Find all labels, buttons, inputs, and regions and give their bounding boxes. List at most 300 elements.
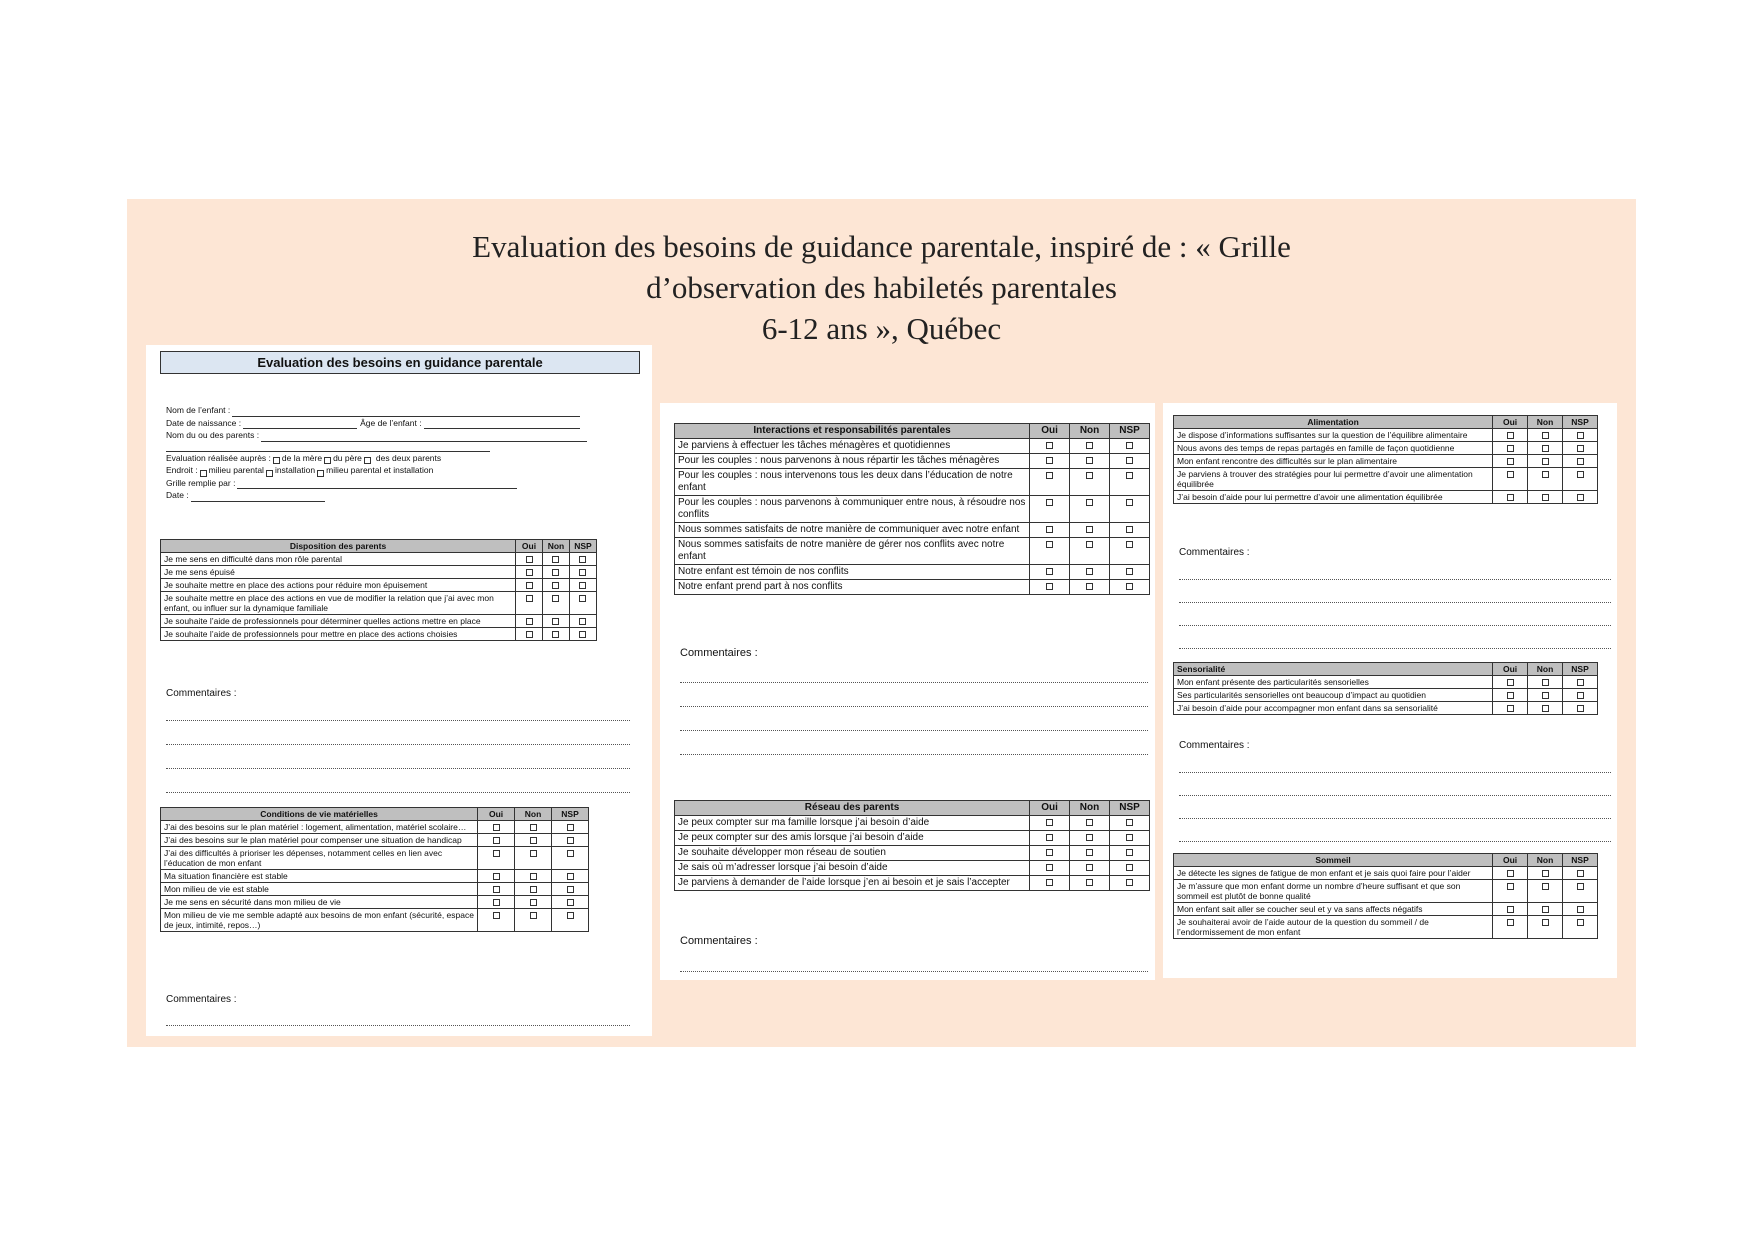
col-nsp: NSP	[1110, 424, 1150, 439]
title-line-2: d’observation des habiletés parentales	[646, 270, 1117, 305]
checkbox-oui[interactable]	[1507, 494, 1514, 501]
cell-oui	[1030, 523, 1070, 538]
checkbox-nsp[interactable]	[1577, 705, 1584, 712]
cell-nsp	[1563, 702, 1598, 715]
cell-non	[543, 592, 570, 615]
checkbox-non[interactable]	[1086, 568, 1093, 575]
checkbox-oui[interactable]	[1507, 870, 1514, 877]
comment-line[interactable]	[166, 720, 630, 721]
comment-line[interactable]	[166, 792, 630, 793]
cell-nsp	[1110, 580, 1150, 595]
checkbox-non[interactable]	[1542, 883, 1549, 890]
row-label: Je parviens à effectuer les tâches ménagères et quotidiennes	[675, 439, 1030, 454]
checkbox-oui[interactable]	[526, 595, 533, 602]
checkbox-oui[interactable]	[1046, 864, 1053, 871]
cell-oui	[516, 553, 543, 566]
checkbox-nsp[interactable]	[1126, 819, 1133, 826]
checkbox-nsp[interactable]	[579, 582, 586, 589]
checkbox-nsp[interactable]	[567, 837, 574, 844]
checkbox-non[interactable]	[1542, 919, 1549, 926]
table-row	[675, 831, 1150, 846]
table-row	[675, 861, 1150, 876]
birthdate-label: Date de naissance :	[166, 417, 242, 428]
cell-oui	[1030, 454, 1070, 469]
table-row	[161, 628, 597, 641]
checkbox-non[interactable]	[530, 912, 537, 919]
checkbox-nsp[interactable]	[1126, 499, 1133, 506]
checkbox-both-places[interactable]	[317, 470, 324, 477]
checkbox-oui[interactable]	[526, 582, 533, 589]
comments-label: Commentaires :	[680, 647, 758, 659]
cell-non	[1070, 816, 1110, 831]
comment-line[interactable]	[680, 971, 1148, 972]
row-label: Je souhaite l’aide de professionnels pour mettre en place des actions choisies	[161, 628, 516, 641]
table-row	[1174, 702, 1598, 715]
row-label: Pour les couples : nous intervenons tous les deux dans l’éducation de notre enfant	[675, 469, 1030, 496]
checkbox-oui[interactable]	[493, 850, 500, 857]
row-label: Je souhaite l’aide de professionnels pour déterminer quelles actions mettre en place	[161, 615, 516, 628]
cell-oui	[478, 821, 515, 834]
table-row	[675, 496, 1150, 523]
cell-oui	[478, 896, 515, 909]
cell-oui	[1030, 439, 1070, 454]
checkbox-non[interactable]	[552, 582, 559, 589]
col-oui: Oui	[478, 808, 515, 821]
row-label: Mon milieu de vie est stable	[161, 883, 478, 896]
comment-line[interactable]	[1179, 795, 1611, 796]
cell-nsp	[1110, 454, 1150, 469]
checkbox-oui[interactable]	[493, 912, 500, 919]
checkbox-non[interactable]	[1086, 442, 1093, 449]
checkbox-non[interactable]	[1086, 834, 1093, 841]
checkbox-nsp[interactable]	[567, 886, 574, 893]
cell-oui	[1030, 831, 1070, 846]
table-title: Disposition des parents	[161, 540, 516, 553]
checkbox-nsp[interactable]	[567, 899, 574, 906]
col-oui: Oui	[1493, 854, 1528, 867]
table-reseau	[674, 800, 1150, 891]
cell-oui	[1030, 496, 1070, 523]
checkbox-oui[interactable]	[1046, 583, 1053, 590]
cell-nsp	[1563, 689, 1598, 702]
checkbox-oui[interactable]	[1046, 457, 1053, 464]
checkbox-nsp[interactable]	[1126, 541, 1133, 548]
parents-name-field[interactable]	[261, 432, 587, 442]
comment-line[interactable]	[1179, 602, 1611, 603]
checkbox-non[interactable]	[1086, 583, 1093, 590]
checkbox-nsp[interactable]	[579, 618, 586, 625]
checkbox-oui[interactable]	[526, 556, 533, 563]
checkbox-nsp[interactable]	[1126, 583, 1133, 590]
table-row	[161, 870, 589, 883]
cell-non	[543, 553, 570, 566]
cell-oui	[478, 847, 515, 870]
checkbox-nsp[interactable]	[1126, 442, 1133, 449]
cell-oui	[1493, 903, 1528, 916]
checkbox-non[interactable]	[1542, 494, 1549, 501]
comments-label: Commentaires :	[166, 994, 237, 1005]
checkbox-nsp[interactable]	[1577, 471, 1584, 478]
table-row	[1174, 455, 1598, 468]
date-field[interactable]	[191, 492, 325, 502]
cell-nsp	[1110, 846, 1150, 861]
cell-oui	[1030, 876, 1070, 891]
cell-nsp	[1110, 565, 1150, 580]
checkbox-oui[interactable]	[1507, 883, 1514, 890]
table-row	[161, 592, 597, 615]
comment-line[interactable]	[166, 1025, 630, 1026]
comment-line[interactable]	[680, 706, 1148, 707]
comment-line[interactable]	[680, 682, 1148, 683]
cell-nsp	[552, 896, 589, 909]
table-title: Sommeil	[1174, 854, 1493, 867]
col-nsp: NSP	[1563, 663, 1598, 676]
evaluation-label: Evaluation réalisée auprès :	[166, 452, 271, 463]
checkbox-nsp[interactable]	[1577, 919, 1584, 926]
row-label: Je détecte les signes de fatigue de mon enfant et je sais quoi faire pour l’aider	[1174, 867, 1493, 880]
col-non: Non	[515, 808, 552, 821]
checkbox-nsp[interactable]	[1577, 432, 1584, 439]
comment-line[interactable]	[1179, 648, 1611, 649]
cell-nsp	[1110, 523, 1150, 538]
checkbox-oui[interactable]	[1507, 445, 1514, 452]
checkbox-non[interactable]	[1542, 445, 1549, 452]
checkbox-non[interactable]	[552, 556, 559, 563]
table-title: Sensorialité	[1174, 663, 1493, 676]
col-nsp: NSP	[1563, 416, 1598, 429]
checkbox-parental-home[interactable]	[200, 470, 207, 477]
comment-line[interactable]	[1179, 841, 1611, 842]
checkbox-father[interactable]	[324, 457, 331, 464]
col-non: Non	[1528, 416, 1563, 429]
checkbox-nsp[interactable]	[1126, 834, 1133, 841]
table-row	[675, 469, 1150, 496]
cell-oui	[1030, 846, 1070, 861]
checkbox-non[interactable]	[1086, 526, 1093, 533]
checkbox-oui[interactable]	[1046, 834, 1053, 841]
cell-nsp	[1110, 469, 1150, 496]
cell-oui	[1493, 468, 1528, 491]
checkbox-nsp[interactable]	[1126, 568, 1133, 575]
col-non: Non	[1070, 424, 1110, 439]
checkbox-oui[interactable]	[1507, 919, 1514, 926]
form-page-2	[660, 403, 1155, 980]
checkbox-nsp[interactable]	[579, 631, 586, 638]
checkbox-nsp[interactable]	[1577, 445, 1584, 452]
row-label: Ma situation financière est stable	[161, 870, 478, 883]
comment-line[interactable]	[1179, 579, 1611, 580]
checkbox-oui[interactable]	[1507, 692, 1514, 699]
col-oui: Oui	[1030, 424, 1070, 439]
checkbox-nsp[interactable]	[567, 873, 574, 880]
col-non: Non	[543, 540, 570, 553]
table-row	[1174, 442, 1598, 455]
child-name-field[interactable]	[232, 407, 580, 417]
checkbox-non[interactable]	[1086, 849, 1093, 856]
cell-non	[1070, 439, 1110, 454]
checkbox-oui[interactable]	[1046, 526, 1053, 533]
checkbox-nsp[interactable]	[567, 850, 574, 857]
checkbox-oui[interactable]	[1046, 849, 1053, 856]
cell-oui	[1493, 702, 1528, 715]
checkbox-nsp[interactable]	[1577, 692, 1584, 699]
checkbox-oui[interactable]	[526, 631, 533, 638]
date-label: Date :	[166, 490, 189, 500]
checkbox-non[interactable]	[552, 569, 559, 576]
checkbox-non[interactable]	[1542, 458, 1549, 465]
cell-oui	[1493, 455, 1528, 468]
table-row	[161, 566, 597, 579]
cell-oui	[1030, 538, 1070, 565]
checkbox-oui[interactable]	[1507, 906, 1514, 913]
child-age-label: Âge de l’enfant :	[360, 417, 422, 428]
checkbox-oui[interactable]	[1046, 819, 1053, 826]
col-oui: Oui	[516, 540, 543, 553]
place-label: Endroit :	[166, 465, 198, 475]
comment-line[interactable]	[680, 754, 1148, 755]
option-both-parents: des deux parents	[375, 452, 442, 463]
checkbox-oui[interactable]	[493, 873, 500, 880]
filled-by-field[interactable]	[237, 479, 517, 489]
table-row	[1174, 916, 1598, 939]
comment-line[interactable]	[1179, 772, 1611, 773]
checkbox-oui[interactable]	[1507, 705, 1514, 712]
checkbox-nsp[interactable]	[1577, 458, 1584, 465]
child-age-field[interactable]	[424, 419, 580, 429]
checkbox-oui[interactable]	[1046, 879, 1053, 886]
checkbox-nsp[interactable]	[1126, 879, 1133, 886]
checkbox-nsp[interactable]	[1577, 883, 1584, 890]
cell-oui	[1493, 867, 1528, 880]
cell-nsp	[552, 909, 589, 932]
row-label: Je sais où m’adresser lorsque j’ai besoin d’aide	[675, 861, 1030, 876]
checkbox-non[interactable]	[1542, 705, 1549, 712]
table-row	[1174, 689, 1598, 702]
cell-non	[1528, 903, 1563, 916]
col-nsp: NSP	[569, 540, 596, 553]
row-label: Je souhaite développer mon réseau de soutien	[675, 846, 1030, 861]
birthdate-field[interactable]	[243, 419, 357, 429]
col-nsp: NSP	[552, 808, 589, 821]
checkbox-non[interactable]	[1086, 457, 1093, 464]
cell-non	[543, 579, 570, 592]
table-row	[161, 553, 597, 566]
checkbox-oui[interactable]	[1507, 432, 1514, 439]
checkbox-non[interactable]	[1542, 432, 1549, 439]
cell-oui	[1493, 880, 1528, 903]
row-label: Pour les couples : nous parvenons à nous répartir les tâches ménagères	[675, 454, 1030, 469]
parents-name-field-2[interactable]	[166, 442, 490, 452]
cell-non	[1070, 469, 1110, 496]
option-mother: de la mère	[281, 452, 323, 463]
checkbox-non[interactable]	[530, 899, 537, 906]
checkbox-oui[interactable]	[493, 886, 500, 893]
cell-nsp	[1110, 861, 1150, 876]
cell-nsp	[1563, 442, 1598, 455]
cell-non	[515, 896, 552, 909]
table-row	[675, 580, 1150, 595]
cell-nsp	[1563, 455, 1598, 468]
checkbox-non[interactable]	[552, 631, 559, 638]
checkbox-non[interactable]	[552, 595, 559, 602]
checkbox-nsp[interactable]	[579, 595, 586, 602]
row-label: Je m’assure que mon enfant dorme un nombre d’heure suffisant et que son sommeil est plutôt de bonne qualité	[1174, 880, 1493, 903]
checkbox-non[interactable]	[552, 618, 559, 625]
checkbox-nsp[interactable]	[1577, 870, 1584, 877]
checkbox-oui[interactable]	[1046, 541, 1053, 548]
checkbox-nsp[interactable]	[579, 556, 586, 563]
checkbox-nsp[interactable]	[567, 824, 574, 831]
cell-non	[1070, 580, 1110, 595]
row-label: Pour les couples : nous parvenons à communiquer entre nous, à résoudre nos conflits	[675, 496, 1030, 523]
table-row	[161, 615, 597, 628]
cell-nsp	[1110, 831, 1150, 846]
cell-non	[1070, 565, 1110, 580]
cell-nsp	[569, 579, 596, 592]
cell-nsp	[1563, 903, 1598, 916]
form-page-3	[1163, 403, 1617, 978]
checkbox-nsp[interactable]	[1126, 849, 1133, 856]
cell-non	[515, 870, 552, 883]
comments-label: Commentaires :	[680, 935, 758, 947]
checkbox-nsp[interactable]	[1577, 679, 1584, 686]
checkbox-installation[interactable]	[266, 470, 273, 477]
checkbox-non[interactable]	[530, 837, 537, 844]
checkbox-nsp[interactable]	[1126, 526, 1133, 533]
row-label: J’ai besoin d’aide pour accompagner mon enfant dans sa sensorialité	[1174, 702, 1493, 715]
row-label: J’ai des difficultés à prioriser les dépenses, notamment celles en lien avec l’éducation de mon enfant	[161, 847, 478, 870]
cell-non	[543, 628, 570, 641]
checkbox-non[interactable]	[530, 850, 537, 857]
checkbox-non[interactable]	[530, 873, 537, 880]
row-label: Je souhaiterai avoir de l’aide autour de la question du sommeil / de l’endormissement de mon enfant	[1174, 916, 1493, 939]
checkbox-both-parents[interactable]	[364, 457, 371, 464]
checkbox-non[interactable]	[1542, 692, 1549, 699]
cell-non	[1070, 846, 1110, 861]
col-oui: Oui	[1030, 801, 1070, 816]
table-row	[675, 816, 1150, 831]
table-row	[675, 454, 1150, 469]
row-label: Je parviens à trouver des stratégies pour lui permettre d’avoir une alimentation équilibrée	[1174, 468, 1493, 491]
cell-oui	[516, 592, 543, 615]
form-title: Evaluation des besoins en guidance parentale	[160, 351, 640, 374]
cell-non	[515, 909, 552, 932]
comment-line[interactable]	[1179, 625, 1611, 626]
checkbox-oui[interactable]	[526, 569, 533, 576]
checkbox-non[interactable]	[1086, 541, 1093, 548]
checkbox-non[interactable]	[1086, 819, 1093, 826]
checkbox-nsp[interactable]	[1577, 494, 1584, 501]
col-oui: Oui	[1493, 663, 1528, 676]
cell-non	[1528, 455, 1563, 468]
cell-nsp	[552, 870, 589, 883]
checkbox-nsp[interactable]	[579, 569, 586, 576]
checkbox-nsp[interactable]	[1126, 864, 1133, 871]
table-interactions	[674, 423, 1150, 595]
checkbox-non[interactable]	[1542, 906, 1549, 913]
cell-non	[515, 847, 552, 870]
table-row	[675, 538, 1150, 565]
checkbox-non[interactable]	[1086, 499, 1093, 506]
table-row	[675, 439, 1150, 454]
table-row	[161, 909, 589, 932]
cell-non	[1528, 491, 1563, 504]
cell-oui	[478, 883, 515, 896]
table-sensorialite	[1173, 662, 1598, 715]
checkbox-non[interactable]	[1086, 879, 1093, 886]
cell-non	[1070, 523, 1110, 538]
title-line-3: 6-12 ans », Québec	[761, 311, 1002, 346]
page-title	[127, 226, 1636, 349]
option-parental-home: milieu parental	[208, 465, 264, 475]
checkbox-oui[interactable]	[493, 824, 500, 831]
checkbox-oui[interactable]	[1046, 499, 1053, 506]
checkbox-non[interactable]	[530, 886, 537, 893]
comment-line[interactable]	[166, 744, 630, 745]
checkbox-oui[interactable]	[526, 618, 533, 625]
cell-oui	[516, 579, 543, 592]
cell-non	[1528, 916, 1563, 939]
comment-line[interactable]	[1179, 818, 1611, 819]
checkbox-oui[interactable]	[1507, 458, 1514, 465]
cell-oui	[1030, 816, 1070, 831]
cell-nsp	[1110, 538, 1150, 565]
checkbox-oui[interactable]	[1046, 472, 1053, 479]
option-father: du père	[333, 452, 362, 463]
cell-non	[1070, 831, 1110, 846]
table-row	[675, 876, 1150, 891]
checkbox-non[interactable]	[1086, 472, 1093, 479]
row-label: Notre enfant prend part à nos conflits	[675, 580, 1030, 595]
checkbox-oui[interactable]	[1046, 442, 1053, 449]
checkbox-oui[interactable]	[1507, 471, 1514, 478]
row-label: Nous sommes satisfaits de notre manière de gérer nos conflits avec notre enfant	[675, 538, 1030, 565]
identity-form	[166, 404, 606, 502]
row-label: Je me sens épuisé	[161, 566, 516, 579]
checkbox-nsp[interactable]	[1126, 472, 1133, 479]
checkbox-oui[interactable]	[1507, 679, 1514, 686]
checkbox-nsp[interactable]	[1577, 906, 1584, 913]
cell-nsp	[552, 847, 589, 870]
cell-nsp	[1563, 676, 1598, 689]
table-row	[1174, 867, 1598, 880]
checkbox-non[interactable]	[530, 824, 537, 831]
cell-non	[1528, 442, 1563, 455]
checkbox-oui[interactable]	[1046, 568, 1053, 575]
checkbox-non[interactable]	[1086, 864, 1093, 871]
cell-oui	[1030, 565, 1070, 580]
checkbox-nsp[interactable]	[567, 912, 574, 919]
checkbox-non[interactable]	[1542, 679, 1549, 686]
table-conditions	[160, 807, 589, 932]
checkbox-non[interactable]	[1542, 870, 1549, 877]
checkbox-non[interactable]	[1542, 471, 1549, 478]
comment-line[interactable]	[680, 730, 1148, 731]
comment-line[interactable]	[166, 768, 630, 769]
checkbox-nsp[interactable]	[1126, 457, 1133, 464]
checkbox-mother[interactable]	[273, 457, 280, 464]
table-row	[161, 821, 589, 834]
checkbox-oui[interactable]	[493, 837, 500, 844]
checkbox-oui[interactable]	[493, 899, 500, 906]
cell-non	[1070, 454, 1110, 469]
col-oui: Oui	[1493, 416, 1528, 429]
row-label: Mon milieu de vie me semble adapté aux besoins de mon enfant (sécurité, espace de jeux, intimité, repos…)	[161, 909, 478, 932]
child-name-label: Nom de l’enfant :	[166, 405, 231, 415]
option-both-places: milieu parental et installation	[326, 465, 434, 475]
cell-non	[1528, 867, 1563, 880]
cell-oui	[1030, 580, 1070, 595]
